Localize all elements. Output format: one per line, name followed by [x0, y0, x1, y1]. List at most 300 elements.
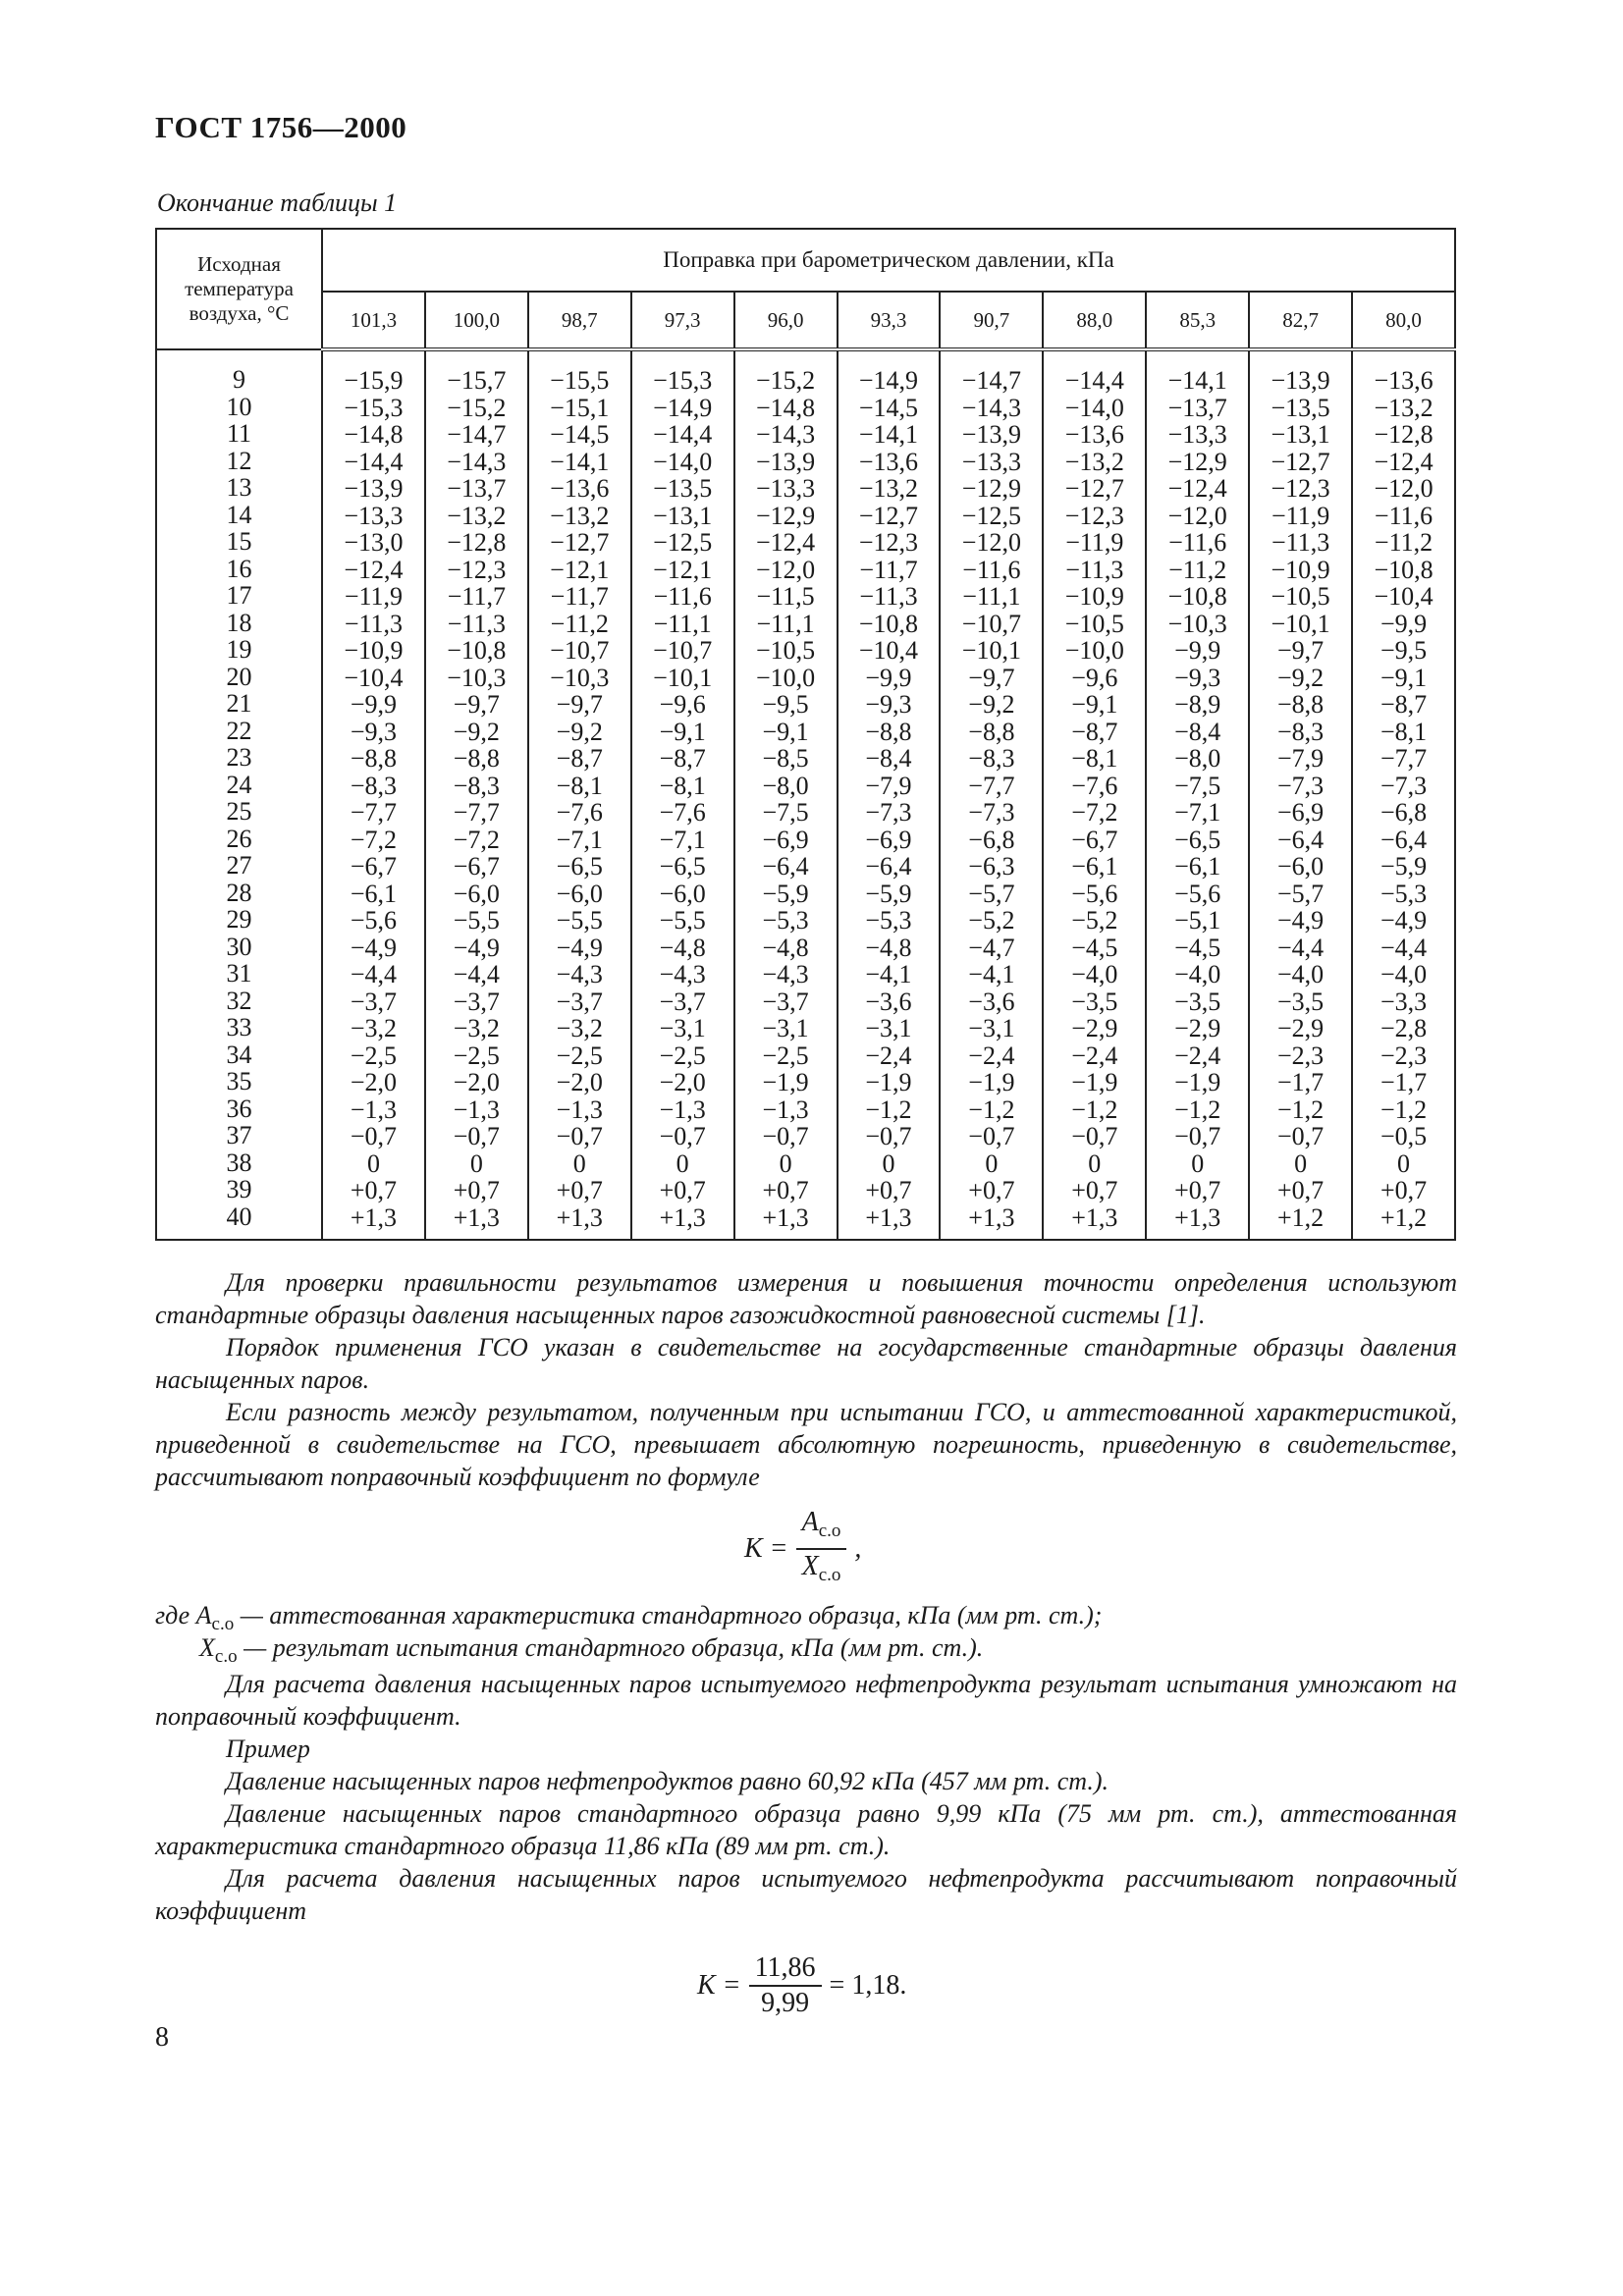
temperature-value: 9: [233, 365, 245, 394]
temperature-header-line: воздуха, °С: [189, 301, 290, 325]
correction-value: −8,7: [556, 744, 603, 773]
correction-value: −3,1: [762, 1014, 809, 1042]
temperature-value: 36: [226, 1094, 252, 1123]
correction-value: 0: [469, 1148, 483, 1178]
correction-value: −6,0: [453, 879, 500, 908]
correction-value: −1,2: [1071, 1095, 1118, 1124]
correction-value: −10,4: [1374, 582, 1434, 611]
correction-value: 0: [1397, 1148, 1411, 1178]
correction-value: −4,1: [968, 960, 1015, 988]
pressure-header-row: [156, 292, 1455, 349]
correction-value: −6,9: [865, 825, 912, 854]
correction-value: −3,7: [556, 987, 603, 1016]
table-body-row: [156, 349, 1455, 1240]
correction-value: −9,3: [350, 717, 398, 746]
correction-value: −13,6: [1064, 420, 1124, 449]
correction-value: −4,0: [1277, 960, 1325, 988]
correction-value: −5,2: [1071, 906, 1118, 934]
correction-value: −5,6: [1071, 879, 1118, 908]
correction-value: −13,9: [755, 447, 816, 476]
correction-value: −11,3: [447, 609, 506, 638]
correction-value: −4,0: [1071, 960, 1118, 988]
table-caption: Окончание таблицы 1: [157, 188, 398, 217]
correction-value: −8,3: [350, 771, 398, 800]
correction-value: −14,1: [858, 420, 919, 449]
example-line-3: Для расчета давления насыщенных паров испытуемого нефтепродукта рассчитывают поправочный коэффициент: [155, 1864, 1457, 1925]
correction-value: −12,0: [1167, 501, 1227, 530]
correction-value: −4,3: [659, 960, 706, 988]
pressure-header-cell: 98,7: [528, 292, 631, 349]
correction-value: −13,2: [1064, 447, 1124, 476]
correction-value: −7,6: [556, 798, 603, 827]
correction-value: −12,7: [858, 501, 919, 530]
correction-value: −12,3: [1064, 501, 1124, 530]
correction-value: −2,0: [659, 1068, 706, 1096]
correction-value: −15,2: [447, 393, 507, 422]
correction-value: −7,5: [1174, 771, 1221, 800]
correction-value: −11,3: [1271, 528, 1330, 557]
correction-value: −12,0: [1374, 474, 1434, 503]
definition-x-subscript: с.о: [214, 1646, 238, 1667]
correction-value: −6,9: [762, 825, 809, 854]
correction-value: −4,4: [350, 960, 398, 988]
correction-value: −9,9: [865, 663, 912, 692]
correction-value: −12,7: [1064, 474, 1124, 503]
correction-value: −1,3: [556, 1095, 603, 1124]
temperature-value: 11: [226, 419, 252, 448]
correction-value: −11,9: [1271, 501, 1330, 530]
correction-value: −7,2: [1071, 798, 1118, 827]
correction-value: −9,2: [1277, 663, 1325, 692]
numerator-subscript: с.о: [818, 1521, 841, 1541]
correction-value: +1,2: [1380, 1202, 1428, 1232]
correction-value: +0,7: [1174, 1176, 1221, 1204]
temperature-value: 34: [226, 1040, 252, 1069]
correction-value: −11,3: [1065, 555, 1124, 584]
correction-value: +0,7: [762, 1176, 809, 1204]
correction-value: −14,9: [858, 366, 919, 395]
temperature-value: 16: [226, 554, 252, 583]
formula-numerator: [796, 1508, 847, 1550]
correction-value: 0: [1088, 1148, 1102, 1178]
correction-value: −5,5: [556, 906, 603, 934]
correction-value: −9,3: [1174, 663, 1221, 692]
correction-value: −12,8: [1374, 420, 1434, 449]
correction-value: −13,2: [1374, 393, 1434, 422]
correction-value: +1,3: [350, 1202, 398, 1232]
correction-value: −8,8: [1277, 690, 1325, 719]
correction-value: −11,1: [756, 609, 815, 638]
correction-value: −10,9: [344, 636, 404, 665]
correction-value: −9,7: [968, 663, 1015, 692]
correction-value: −4,7: [968, 933, 1015, 962]
correction-value: −9,9: [1380, 609, 1428, 638]
correction-value: −11,1: [653, 609, 712, 638]
correction-value: −5,7: [968, 879, 1015, 908]
correction-value: −10,5: [755, 636, 816, 665]
temperature-value: 20: [226, 662, 252, 691]
correction-value: −5,6: [1174, 879, 1221, 908]
correction-value: −9,9: [350, 690, 398, 719]
correction-column: [1043, 349, 1146, 1240]
correction-value: −10,3: [1167, 609, 1227, 638]
formula-example-result: [697, 1953, 906, 2018]
correction-value: −11,6: [653, 582, 712, 611]
definition-x-text: — результат испытания стандартного образца, кПа (мм рт. ст.).: [243, 1633, 984, 1662]
correction-value: −12,5: [961, 501, 1021, 530]
correction-value: −6,4: [865, 852, 912, 881]
example-line-1: Давление насыщенных паров нефтепродуктов равно 60,92 кПа (457 мм рт. ст.).: [226, 1767, 1109, 1795]
correction-value: −7,6: [1071, 771, 1118, 800]
correction-value: −12,8: [447, 528, 507, 557]
correction-value: −3,5: [1277, 987, 1325, 1016]
correction-value: −2,3: [1277, 1041, 1325, 1070]
correction-value: −4,0: [1174, 960, 1221, 988]
correction-value: −6,0: [556, 879, 603, 908]
correction-value: −14,0: [653, 447, 713, 476]
correction-value: −3,7: [350, 987, 398, 1016]
correction-value: −8,3: [968, 744, 1015, 773]
correction-value: −7,7: [1380, 744, 1428, 773]
definition-a-symbol: A: [195, 1601, 212, 1629]
correction-value: −5,3: [865, 906, 912, 934]
correction-value: −10,3: [550, 663, 610, 692]
correction-value: 0: [366, 1148, 380, 1178]
correction-value: −7,3: [1380, 771, 1428, 800]
correction-value: −0,5: [1380, 1122, 1428, 1150]
correction-value: −10,3: [447, 663, 507, 692]
correction-value: −10,5: [1064, 609, 1124, 638]
example-formula-rhs: = 1,18.: [829, 1970, 907, 2001]
correction-value: −13,3: [1167, 420, 1227, 449]
correction-value: −11,6: [1374, 501, 1434, 530]
correction-value: −5,3: [762, 906, 809, 934]
correction-value: −3,7: [762, 987, 809, 1016]
correction-value: −12,4: [755, 528, 816, 557]
correction-value: −4,3: [762, 960, 809, 988]
correction-value: −7,3: [968, 798, 1015, 827]
correction-value: −4,0: [1380, 960, 1428, 988]
correction-value: −8,8: [350, 744, 398, 773]
temperature-header-line: Исходная: [197, 252, 281, 276]
pressure-header-cell: 85,3: [1146, 292, 1249, 349]
temperature-value: 25: [226, 797, 252, 826]
correction-value: −3,2: [350, 1014, 398, 1042]
correction-value: −7,6: [659, 798, 706, 827]
correction-value: −6,3: [968, 852, 1015, 881]
correction-value: −2,0: [453, 1068, 500, 1096]
correction-value: −15,3: [653, 366, 713, 395]
pressure-header-cell: 82,7: [1249, 292, 1352, 349]
correction-value: −2,8: [1380, 1014, 1428, 1042]
correction-column: [1146, 349, 1249, 1240]
formula-denominator: [796, 1550, 847, 1590]
correction-value: −9,1: [1380, 663, 1428, 692]
correction-value: −9,2: [453, 717, 500, 746]
correction-value: −11,1: [962, 582, 1021, 611]
temperature-value: 29: [226, 905, 252, 934]
correction-value: −7,3: [1277, 771, 1325, 800]
correction-value: −2,9: [1174, 1014, 1221, 1042]
correction-value: −12,9: [1167, 447, 1227, 476]
correction-value: −1,3: [350, 1095, 398, 1124]
correction-value: −8,4: [1174, 717, 1221, 746]
correction-value: −10,7: [961, 609, 1021, 638]
pressure-header-cell: 97,3: [631, 292, 734, 349]
temperature-value: 38: [226, 1148, 252, 1177]
example-formula-lhs: K =: [697, 1970, 741, 2001]
correction-value: 0: [882, 1148, 895, 1178]
correction-value: +1,3: [659, 1202, 706, 1232]
correction-value: −2,4: [968, 1041, 1015, 1070]
correction-value: −15,3: [344, 393, 404, 422]
correction-value: +0,7: [1277, 1176, 1325, 1204]
correction-value: −14,7: [447, 420, 507, 449]
correction-value: −8,1: [1380, 717, 1428, 746]
correction-value: +0,7: [1380, 1176, 1428, 1204]
correction-value: −2,5: [350, 1041, 398, 1070]
correction-column: [838, 349, 941, 1240]
correction-value: −7,7: [453, 798, 500, 827]
correction-value: +0,7: [865, 1176, 912, 1204]
correction-value: −15,7: [447, 366, 507, 395]
correction-value: −6,4: [1380, 825, 1428, 854]
correction-value: −8,5: [762, 744, 809, 773]
correction-value: −13,2: [550, 501, 610, 530]
correction-value: +0,7: [453, 1176, 500, 1204]
correction-value: −12,1: [653, 555, 713, 584]
correction-value: −15,5: [550, 366, 610, 395]
correction-value: −6,7: [453, 852, 500, 881]
correction-value: −3,2: [453, 1014, 500, 1042]
correction-value: −12,7: [550, 528, 610, 557]
correction-value: −8,1: [1071, 744, 1118, 773]
definition-x: [155, 1631, 1457, 1673]
temperature-value: 21: [226, 689, 252, 718]
correction-value: −6,4: [1277, 825, 1325, 854]
temperature-value: 19: [226, 635, 252, 664]
correction-value: −11,7: [859, 555, 918, 584]
correction-value: −13,9: [1271, 366, 1330, 395]
correction-value: −9,5: [1380, 636, 1428, 665]
correction-value: −10,7: [550, 636, 610, 665]
correction-column: [940, 349, 1043, 1240]
correction-value: −14,1: [1167, 366, 1227, 395]
correction-value: −0,7: [968, 1122, 1015, 1150]
correction-value: −13,6: [550, 474, 610, 503]
correction-value: −12,3: [1271, 474, 1330, 503]
correction-value: −11,2: [1374, 528, 1434, 557]
correction-value: −13,3: [961, 447, 1021, 476]
correction-value: −2,0: [556, 1068, 603, 1096]
correction-value: −13,2: [447, 501, 507, 530]
temperature-value: 18: [226, 608, 252, 637]
correction-value: −1,2: [1174, 1095, 1221, 1124]
correction-value: −2,5: [556, 1041, 603, 1070]
temperature-value: 10: [226, 392, 252, 421]
correction-value: −4,4: [1380, 933, 1428, 962]
correction-value: −12,0: [755, 555, 816, 584]
correction-value: −1,9: [968, 1068, 1015, 1096]
correction-value: −4,9: [350, 933, 398, 962]
correction-value: −1,9: [1071, 1068, 1118, 1096]
correction-value: −10,9: [1064, 582, 1124, 611]
correction-value: +0,7: [968, 1176, 1015, 1204]
correction-value: −2,3: [1380, 1041, 1428, 1070]
correction-value: −8,8: [865, 717, 912, 746]
temperature-value: 27: [226, 851, 252, 880]
correction-value: −13,6: [858, 447, 919, 476]
correction-value: −12,7: [1271, 447, 1330, 476]
correction-value: −4,5: [1174, 933, 1221, 962]
correction-value: −11,7: [550, 582, 609, 611]
correction-value: −0,7: [1174, 1122, 1221, 1150]
correction-value: −14,0: [1064, 393, 1124, 422]
correction-value: −5,2: [968, 906, 1015, 934]
correction-value: −12,9: [961, 474, 1021, 503]
correction-column: [1249, 349, 1352, 1240]
temperature-value: 12: [226, 446, 252, 475]
temperature-column-header: [156, 229, 322, 349]
temperature-column: [156, 349, 322, 1240]
correction-value: −9,7: [556, 690, 603, 719]
correction-value: −1,2: [1277, 1095, 1325, 1124]
correction-value: −11,3: [859, 582, 918, 611]
temperature-value: 39: [226, 1175, 252, 1203]
correction-value: −10,8: [447, 636, 507, 665]
correction-value: −15,2: [755, 366, 816, 395]
correction-value: −0,7: [453, 1122, 500, 1150]
denominator-subscript: с.о: [818, 1565, 841, 1585]
correction-value: −13,0: [344, 528, 404, 557]
correction-value: −1,2: [865, 1095, 912, 1124]
correction-value: −13,5: [653, 474, 713, 503]
correction-value: −13,6: [1374, 366, 1434, 395]
correction-value: −8,9: [1174, 690, 1221, 719]
correction-value: −5,3: [1380, 879, 1428, 908]
correction-value: −10,1: [1271, 609, 1330, 638]
correction-value: −5,6: [350, 906, 398, 934]
correction-value: +1,3: [865, 1202, 912, 1232]
correction-value: −2,5: [659, 1041, 706, 1070]
correction-value: −6,8: [968, 825, 1015, 854]
correction-value: −10,7: [653, 636, 713, 665]
correction-value: −8,0: [1174, 744, 1221, 773]
correction-column: [425, 349, 528, 1240]
correction-value: −3,1: [968, 1014, 1015, 1042]
correction-value: −1,7: [1277, 1068, 1325, 1096]
correction-value: −9,3: [865, 690, 912, 719]
temperature-value: 28: [226, 878, 252, 907]
correction-value: −3,6: [968, 987, 1015, 1016]
correction-value: −13,7: [1167, 393, 1227, 422]
correction-value: −4,1: [865, 960, 912, 988]
example-denominator: 9,99: [761, 1988, 810, 2018]
correction-value: −4,9: [1277, 906, 1325, 934]
correction-value: −5,5: [453, 906, 500, 934]
correction-value: −13,9: [961, 420, 1021, 449]
correction-value: −5,9: [865, 879, 912, 908]
correction-value: −2,5: [762, 1041, 809, 1070]
correction-value: −4,8: [659, 933, 706, 962]
correction-value: −14,7: [961, 366, 1021, 395]
correction-value: 0: [779, 1148, 792, 1178]
correction-value: −1,9: [762, 1068, 809, 1096]
page-number: 8: [155, 2022, 169, 2053]
correction-value: −14,5: [550, 420, 610, 449]
correction-value: −2,4: [1071, 1041, 1118, 1070]
correction-value: −7,3: [865, 798, 912, 827]
correction-value: −7,9: [1277, 744, 1325, 773]
correction-value: 0: [1294, 1148, 1308, 1178]
correction-value: −12,3: [858, 528, 919, 557]
correction-value: 0: [676, 1148, 689, 1178]
correction-value: −3,1: [865, 1014, 912, 1042]
correction-value: −4,3: [556, 960, 603, 988]
example-heading: Пример: [226, 1735, 310, 1763]
correction-value: −12,9: [755, 501, 816, 530]
formula-fraction: [796, 1508, 847, 1590]
correction-value: −6,9: [1277, 798, 1325, 827]
correction-column: [1352, 349, 1455, 1240]
correction-value: −3,5: [1071, 987, 1118, 1016]
paragraph-gso-procedure: Порядок применения ГСО указан в свидетельстве на государственные стандартные образцы давления насыщенных паров.: [155, 1333, 1457, 1394]
correction-value: −13,5: [1271, 393, 1330, 422]
example-fraction: [749, 1953, 822, 2018]
temperature-value: 22: [226, 716, 252, 745]
correction-value: −10,8: [858, 609, 919, 638]
correction-value: −10,5: [1271, 582, 1330, 611]
correction-value: −9,1: [659, 717, 706, 746]
definition-x-symbol: X: [199, 1633, 215, 1662]
correction-value: +0,7: [659, 1176, 706, 1204]
correction-value: −15,9: [344, 366, 404, 395]
correction-column: [528, 349, 631, 1240]
correction-value: −8,8: [453, 744, 500, 773]
correction-value: −6,0: [1277, 852, 1325, 881]
correction-value: −12,0: [961, 528, 1021, 557]
correction-value: −9,2: [556, 717, 603, 746]
correction-value: −10,9: [1271, 555, 1330, 584]
correction-value: −8,4: [865, 744, 912, 773]
correction-value: −9,2: [968, 690, 1015, 719]
correction-value: −11,2: [1168, 555, 1227, 584]
correction-value: −0,7: [762, 1122, 809, 1150]
correction-value: −1,3: [762, 1095, 809, 1124]
correction-value: −14,1: [550, 447, 610, 476]
correction-value: −14,4: [344, 447, 404, 476]
correction-value: −10,4: [344, 663, 404, 692]
correction-value: −7,2: [453, 825, 500, 854]
correction-value: −10,0: [1064, 636, 1124, 665]
correction-value: −14,4: [1064, 366, 1124, 395]
correction-value: −0,7: [865, 1122, 912, 1150]
correction-value: −1,2: [1380, 1095, 1428, 1124]
correction-value: +1,2: [1277, 1202, 1325, 1232]
correction-value: −11,5: [756, 582, 815, 611]
correction-value: −6,5: [556, 852, 603, 881]
correction-value: −14,3: [961, 393, 1021, 422]
correction-value: −6,5: [1174, 825, 1221, 854]
paragraph-correction-condition: Если разность между результатом, полученным при испытании ГСО, и аттестованной характеристикой, приведенной в свидетельстве на ГСО, превышает абсолютную погрешность, приведенную в свидетельстве, рассчитывают поправочный коэффициент по формуле: [155, 1398, 1457, 1491]
correction-value: −12,4: [1167, 474, 1227, 503]
correction-value: −8,1: [556, 771, 603, 800]
correction-value: −6,1: [1071, 852, 1118, 881]
paragraph-multiply: Для расчета давления насыщенных паров испытуемого нефтепродукта результат испытания умножают на поправочный коэффициент.: [155, 1670, 1457, 1731]
correction-value: +1,3: [762, 1202, 809, 1232]
definition-a-subscript: с.о: [211, 1614, 235, 1634]
correction-value: −11,9: [1065, 528, 1124, 557]
